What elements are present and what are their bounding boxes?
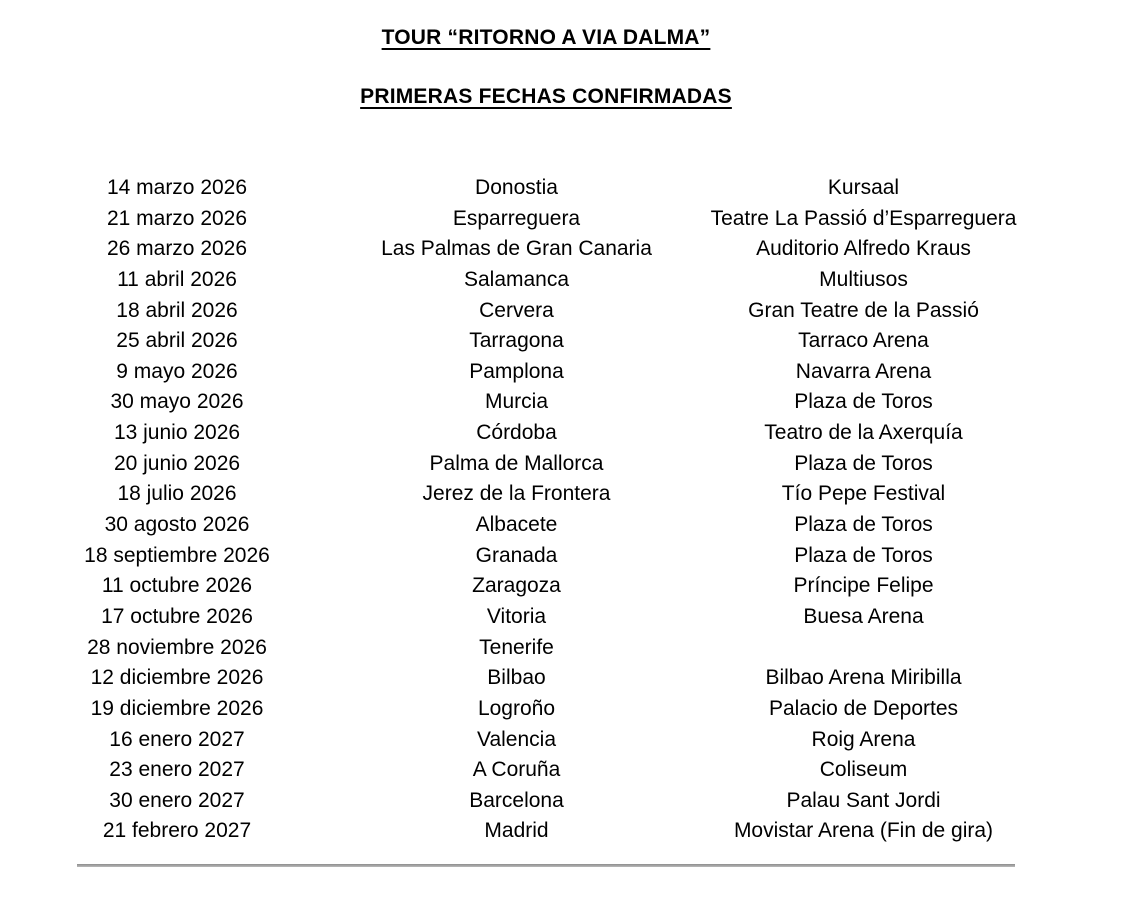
venue-cell: Plaza de Toros: [794, 390, 933, 414]
date-cell: 12 diciembre 2026: [90, 666, 264, 690]
city-cell: Murcia: [484, 390, 548, 414]
city-cell: Córdoba: [476, 421, 557, 445]
city-cell: Salamanca: [463, 267, 570, 291]
venue-cell: Palau Sant Jordi: [786, 788, 941, 812]
city-cell: Valencia: [477, 727, 556, 751]
venue-cell: Kursaal: [827, 176, 900, 199]
table-row: [0, 786, 1048, 817]
date-cell: 9 mayo 2026: [116, 359, 238, 383]
table-row: [0, 204, 1048, 235]
date-cell: 30 enero 2027: [109, 788, 245, 812]
document-title: TOUR “RITORNO A VIA DALMA”: [381, 26, 711, 49]
document-subtitle: PRIMERAS FECHAS CONFIRMADAS: [360, 85, 732, 108]
date-cell: 26 marzo 2026: [106, 237, 248, 261]
city-cell: Barcelona: [469, 788, 564, 812]
venue-cell: Bilbao Arena Miribilla: [765, 666, 962, 690]
city-cell: Granada: [475, 543, 558, 567]
city-cell: Tarragona: [469, 329, 564, 353]
venue-cell: Plaza de Toros: [794, 543, 933, 567]
table-row: [0, 571, 1048, 602]
venue-cell: Palacio de Deportes: [768, 696, 959, 720]
venue-cell: Tío Pepe Festival: [781, 482, 946, 506]
city-cell: Zaragoza: [472, 574, 561, 598]
date-cell: 21 marzo 2026: [106, 206, 248, 230]
venue-cell: Teatre La Passió d’Esparreguera: [710, 206, 1017, 230]
venue-cell: Plaza de Toros: [794, 451, 933, 475]
table-row: [0, 479, 1048, 510]
table-row: [0, 694, 1048, 725]
table-row: [0, 510, 1048, 541]
table-row: [0, 296, 1048, 327]
table-row: [0, 387, 1048, 418]
date-cell: 30 mayo 2026: [110, 390, 244, 414]
table-row: [0, 602, 1048, 633]
venue-cell: Navarra Arena: [795, 359, 932, 383]
date-cell: 25 abril 2026: [116, 329, 238, 353]
date-cell: 11 octubre 2026: [101, 574, 253, 598]
venue-cell: Auditorio Alfredo Kraus: [756, 237, 971, 261]
date-cell: 21 febrero 2027: [102, 819, 252, 843]
venue-cell: Coliseum: [819, 758, 908, 782]
date-cell: 23 enero 2027: [109, 758, 245, 782]
date-cell: 19 diciembre 2026: [90, 696, 264, 720]
schedule-table: [0, 173, 1048, 847]
date-cell: 18 abril 2026: [116, 298, 238, 322]
date-cell: 30 agosto 2026: [104, 513, 250, 537]
venue-cell: Teatro de la Axerquía: [764, 421, 963, 445]
venue-cell: Multiusos: [819, 267, 908, 291]
city-cell: Madrid: [484, 819, 549, 843]
venue-cell: Movistar Arena (Fin de gira): [733, 819, 994, 843]
table-row: [0, 541, 1048, 572]
date-cell: 18 septiembre 2026: [84, 543, 270, 567]
city-cell: Albacete: [475, 513, 558, 537]
city-cell: Donostia: [475, 176, 558, 199]
city-cell: Pamplona: [469, 359, 564, 383]
venue-cell: Buesa Arena: [803, 604, 924, 628]
table-row: [0, 663, 1048, 694]
venue-cell: Gran Teatre de la Passió: [748, 298, 979, 322]
date-cell: 11 abril 2026: [117, 267, 237, 291]
city-cell: Cervera: [479, 298, 554, 322]
table-row: [0, 234, 1048, 265]
venue-cell: Tarraco Arena: [798, 329, 929, 353]
city-cell: Logroño: [477, 696, 556, 720]
table-row: [0, 418, 1048, 449]
venue-cell: Plaza de Toros: [794, 513, 933, 537]
table-row: [0, 725, 1048, 756]
table-row: [0, 633, 1048, 664]
city-cell: Las Palmas de Gran Canaria: [381, 237, 652, 261]
bottom-divider: [77, 864, 1015, 867]
table-row: [0, 816, 1048, 847]
date-cell: 28 noviembre 2026: [87, 635, 267, 659]
city-cell: Palma de Mallorca: [429, 451, 604, 475]
venue-cell: Roig Arena: [811, 727, 916, 751]
table-row: [0, 755, 1048, 786]
table-row: [0, 326, 1048, 357]
city-cell: Tenerife: [479, 635, 554, 659]
city-cell: Bilbao: [487, 666, 546, 690]
city-cell: Esparreguera: [452, 206, 581, 230]
city-cell: A Coruña: [472, 758, 561, 782]
venue-cell: Príncipe Felipe: [793, 574, 934, 598]
date-cell: 17 octubre 2026: [101, 604, 253, 628]
date-cell: 14 marzo 2026: [106, 176, 248, 199]
date-cell: 20 junio 2026: [113, 451, 241, 475]
table-row: [0, 357, 1048, 388]
table-row: [0, 173, 1048, 204]
date-cell: 18 julio 2026: [117, 482, 237, 506]
table-row: [0, 265, 1048, 296]
date-cell: 16 enero 2027: [109, 727, 245, 751]
table-row: [0, 449, 1048, 480]
date-cell: 13 junio 2026: [113, 421, 241, 445]
city-cell: Vitoria: [486, 604, 547, 628]
city-cell: Jerez de la Frontera: [422, 482, 611, 506]
